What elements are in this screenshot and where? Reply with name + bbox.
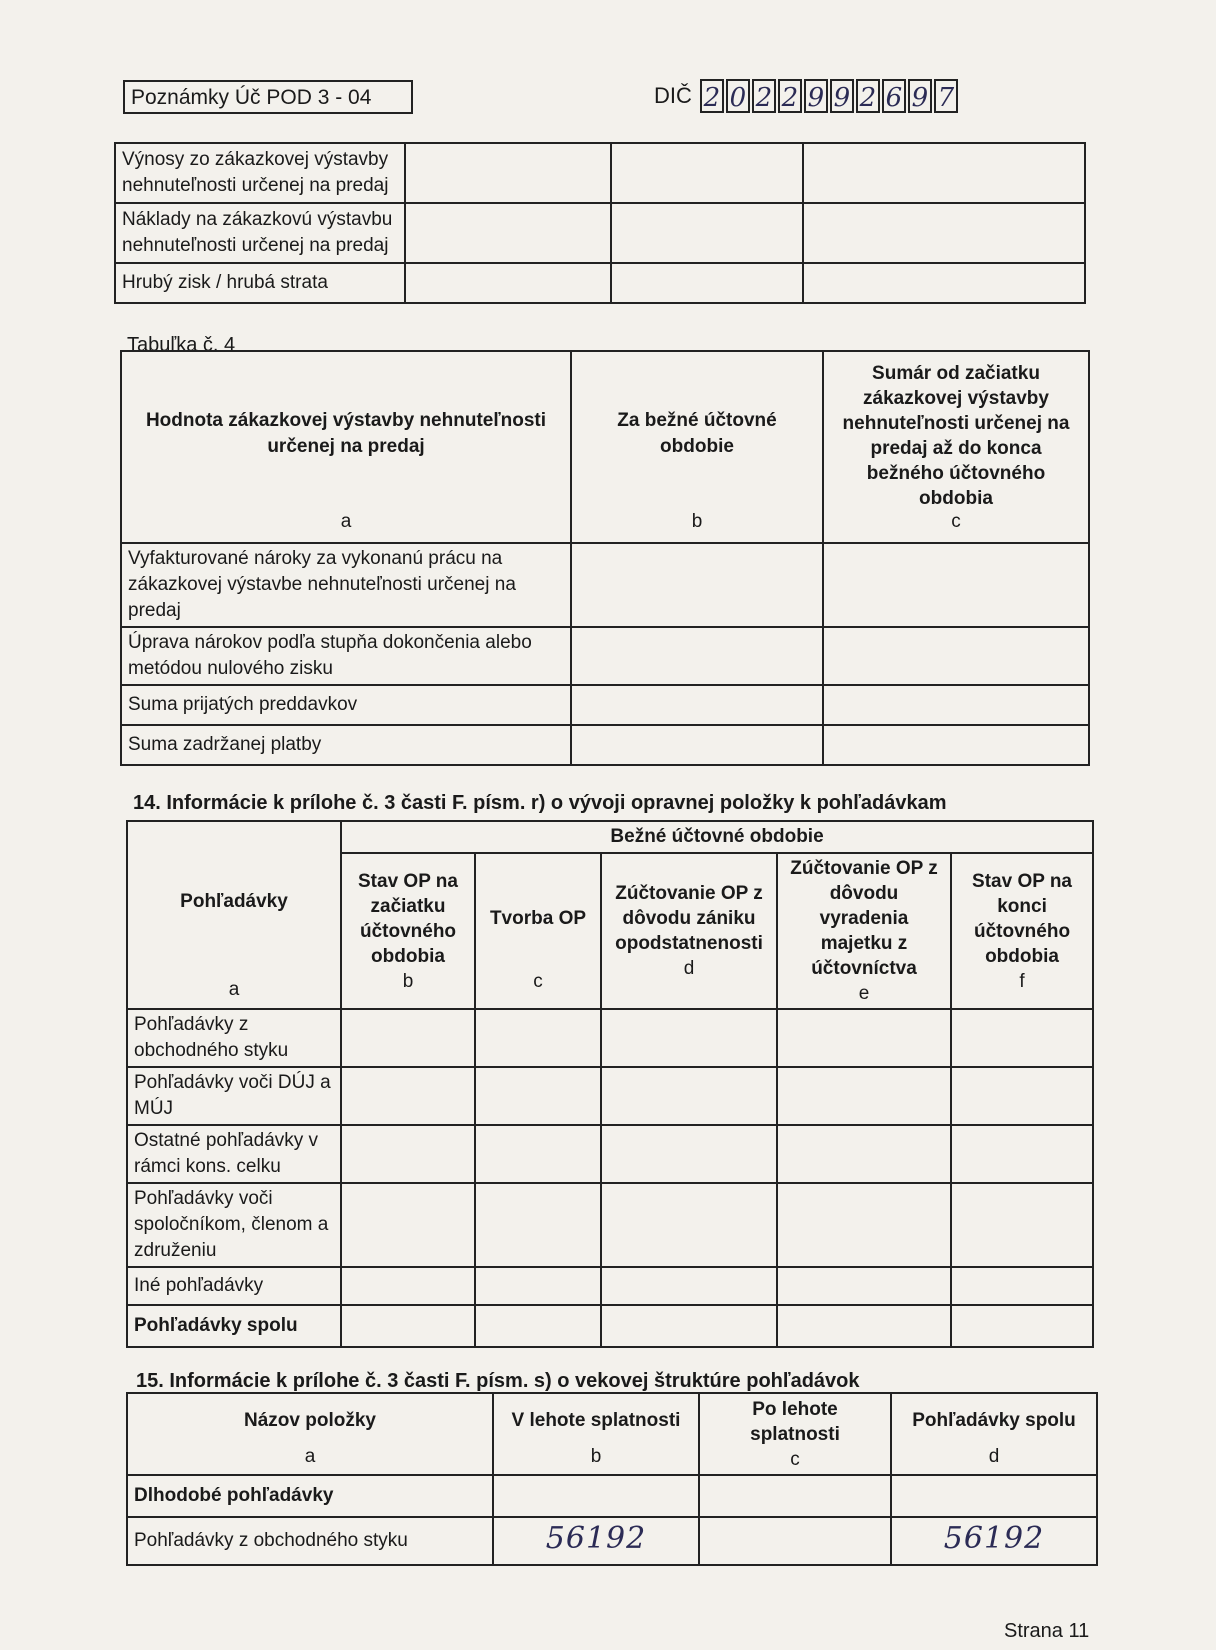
value-cell[interactable] bbox=[611, 203, 803, 263]
column-letter: c bbox=[951, 511, 961, 532]
value-cell[interactable] bbox=[475, 1267, 601, 1305]
value-cell[interactable] bbox=[823, 543, 1089, 627]
header-b bbox=[341, 853, 475, 1009]
value-cell[interactable] bbox=[777, 1009, 951, 1067]
column-letter: a bbox=[228, 979, 240, 1000]
value-cell[interactable] bbox=[777, 1125, 951, 1183]
dic-digit: 9 bbox=[908, 79, 932, 113]
dic-digit: 9 bbox=[804, 79, 828, 113]
value-cell[interactable] bbox=[611, 143, 803, 203]
group-header: Bežné účtovné obdobie bbox=[341, 821, 1093, 853]
value-cell[interactable] bbox=[601, 1067, 777, 1125]
table4-header-a bbox=[121, 351, 571, 543]
ageing-table bbox=[126, 1392, 1098, 1566]
value-cell[interactable] bbox=[611, 263, 803, 303]
construction-result-table bbox=[114, 142, 1086, 304]
value-cell[interactable] bbox=[601, 1305, 777, 1347]
header-text: Pohľadávky spolu bbox=[912, 1410, 1076, 1431]
value-cell[interactable] bbox=[475, 1125, 601, 1183]
header-text: V lehote splatnosti bbox=[511, 1410, 681, 1431]
value-cell[interactable] bbox=[601, 1183, 777, 1267]
dic-digit: 7 bbox=[934, 79, 958, 113]
value-cell[interactable] bbox=[341, 1125, 475, 1183]
value-cell[interactable] bbox=[341, 1183, 475, 1267]
value-cell[interactable] bbox=[777, 1067, 951, 1125]
handwritten-value: 56192 bbox=[545, 1521, 647, 1556]
row-label: Vyfakturované nároky za vykonanú prácu na zákazkovej výstavbe nehnuteľnosti určenej na predaj bbox=[121, 543, 571, 627]
value-cell[interactable] bbox=[777, 1183, 951, 1267]
value-cell[interactable] bbox=[341, 1067, 475, 1125]
value-cell[interactable] bbox=[891, 1517, 1097, 1565]
row-label: Úprava nárokov podľa stupňa dokončenia alebo metódou nulového zisku bbox=[121, 627, 571, 685]
header-text: Za bežné účtovné obdobie bbox=[617, 410, 777, 457]
value-cell[interactable] bbox=[823, 685, 1089, 725]
dic-digit: 9 bbox=[830, 79, 854, 113]
value-cell[interactable] bbox=[571, 543, 823, 627]
dic-digit: 2 bbox=[778, 79, 802, 113]
column-letter: e bbox=[858, 983, 870, 1004]
value-cell[interactable] bbox=[405, 143, 611, 203]
value-cell[interactable] bbox=[803, 143, 1085, 203]
header-b bbox=[493, 1393, 699, 1475]
value-cell[interactable] bbox=[493, 1475, 699, 1517]
value-cell[interactable] bbox=[341, 1267, 475, 1305]
header-a bbox=[127, 821, 341, 1009]
value-cell[interactable] bbox=[571, 685, 823, 725]
dic-field bbox=[654, 76, 960, 116]
header-text: Stav OP na konci účtovného obdobia bbox=[972, 870, 1073, 967]
value-cell[interactable] bbox=[475, 1183, 601, 1267]
row-label: Iné pohľadávky bbox=[127, 1267, 341, 1305]
value-cell[interactable] bbox=[571, 627, 823, 685]
column-letter: d bbox=[683, 958, 695, 979]
value-cell[interactable] bbox=[951, 1067, 1093, 1125]
header-text: Tvorba OP bbox=[489, 908, 587, 929]
column-letter: b bbox=[402, 970, 414, 992]
row-label: Pohľadávky voči DÚJ a MÚJ bbox=[127, 1067, 341, 1125]
column-letter: c bbox=[533, 970, 543, 992]
row-label: Suma prijatých preddavkov bbox=[121, 685, 571, 725]
value-cell[interactable] bbox=[475, 1067, 601, 1125]
header-text: Pohľadávky bbox=[180, 891, 288, 912]
header-f bbox=[951, 853, 1093, 1009]
section14-title: 14. Informácie k prílohe č. 3 časti F. písm. r) o vývoji opravnej položky k pohľadávkam bbox=[133, 792, 947, 814]
dic-digit: 2 bbox=[856, 79, 880, 113]
header-text: Názov položky bbox=[244, 1410, 376, 1431]
row-label: Náklady na zákazkovú výstavbu nehnuteľnosti určenej na predaj bbox=[115, 203, 405, 263]
value-cell[interactable] bbox=[803, 203, 1085, 263]
row-label: Hrubý zisk / hrubá strata bbox=[115, 263, 405, 303]
header-text: Sumár od začiatku zákazkovej výstavby nehnuteľnosti určenej na predaj až do konca bežného účtovného obdobia bbox=[842, 363, 1070, 509]
value-cell[interactable] bbox=[803, 263, 1085, 303]
header-text: Zúčtovanie OP z dôvodu zániku opodstatnenosti bbox=[615, 883, 763, 954]
row-label: Pohľadávky voči spoločníkom, členom a združeniu bbox=[127, 1183, 341, 1267]
header-e bbox=[777, 853, 951, 1009]
allowance-table bbox=[126, 820, 1094, 1348]
value-cell[interactable] bbox=[823, 725, 1089, 765]
header-c bbox=[475, 853, 601, 1009]
row-label: Pohľadávky z obchodného styku bbox=[127, 1009, 341, 1067]
header-text: Po lehote splatnosti bbox=[750, 1398, 840, 1445]
dic-digit: 0 bbox=[726, 79, 750, 113]
column-letter: f bbox=[1019, 970, 1025, 992]
header-text: Stav OP na začiatku účtovného obdobia bbox=[358, 870, 458, 967]
value-cell[interactable] bbox=[823, 627, 1089, 685]
value-cell[interactable] bbox=[777, 1305, 951, 1347]
value-cell[interactable] bbox=[777, 1267, 951, 1305]
row-label: Suma zadržanej platby bbox=[121, 725, 571, 765]
value-cell[interactable] bbox=[493, 1517, 699, 1565]
table4 bbox=[120, 350, 1090, 766]
header-c bbox=[699, 1393, 891, 1475]
value-cell[interactable] bbox=[699, 1517, 891, 1565]
value-cell[interactable] bbox=[341, 1009, 475, 1067]
column-letter: b bbox=[691, 511, 703, 532]
row-label: Pohľadávky z obchodného styku bbox=[127, 1517, 493, 1565]
column-letter: a bbox=[340, 511, 352, 532]
value-cell[interactable] bbox=[405, 203, 611, 263]
column-letter: c bbox=[790, 1448, 800, 1470]
table4-header-c bbox=[823, 351, 1089, 543]
value-cell[interactable] bbox=[571, 725, 823, 765]
value-cell[interactable] bbox=[891, 1475, 1097, 1517]
value-cell[interactable] bbox=[601, 1009, 777, 1067]
header-text: Zúčtovanie OP z dôvodu vyradenia majetku z účtovníctva bbox=[790, 858, 938, 979]
form-title-box bbox=[123, 80, 413, 114]
dic-digit: 2 bbox=[700, 79, 724, 113]
table4-caption: Tabuľka č. 4 bbox=[127, 334, 236, 356]
header-text: Hodnota zákazkovej výstavby nehnuteľnosti určenej na predaj bbox=[145, 410, 547, 457]
handwritten-value: 56192 bbox=[943, 1521, 1045, 1556]
column-letter: a bbox=[304, 1446, 316, 1467]
value-cell[interactable] bbox=[405, 263, 611, 303]
row-label-total: Pohľadávky spolu bbox=[127, 1305, 341, 1347]
value-cell[interactable] bbox=[601, 1125, 777, 1183]
header-d bbox=[891, 1393, 1097, 1475]
value-cell[interactable] bbox=[951, 1183, 1093, 1267]
section15-title: 15. Informácie k prílohe č. 3 časti F. písm. s) o vekovej štruktúre pohľadávok bbox=[136, 1370, 860, 1392]
value-cell[interactable] bbox=[951, 1305, 1093, 1347]
header-d bbox=[601, 853, 777, 1009]
value-cell[interactable] bbox=[475, 1305, 601, 1347]
value-cell[interactable] bbox=[601, 1267, 777, 1305]
value-cell[interactable] bbox=[475, 1009, 601, 1067]
column-letter: b bbox=[590, 1446, 602, 1467]
value-cell[interactable] bbox=[951, 1009, 1093, 1067]
row-label: Výnosy zo zákazkovej výstavby nehnuteľnosti určenej na predaj bbox=[115, 143, 405, 203]
column-letter: d bbox=[988, 1446, 1000, 1467]
dic-label: DIČ bbox=[654, 83, 692, 108]
form-title: Poznámky Úč POD 3 - 04 bbox=[131, 86, 372, 109]
row-label: Ostatné pohľadávky v rámci kons. celku bbox=[127, 1125, 341, 1183]
dic-digit: 6 bbox=[882, 79, 906, 113]
header-a bbox=[127, 1393, 493, 1475]
value-cell[interactable] bbox=[699, 1475, 891, 1517]
page-number: Strana 11 bbox=[1004, 1620, 1090, 1642]
table4-header-b bbox=[571, 351, 823, 543]
row-label: Dlhodobé pohľadávky bbox=[127, 1475, 493, 1517]
value-cell[interactable] bbox=[951, 1125, 1093, 1183]
value-cell[interactable] bbox=[341, 1305, 475, 1347]
value-cell[interactable] bbox=[951, 1267, 1093, 1305]
dic-digit: 2 bbox=[752, 79, 776, 113]
